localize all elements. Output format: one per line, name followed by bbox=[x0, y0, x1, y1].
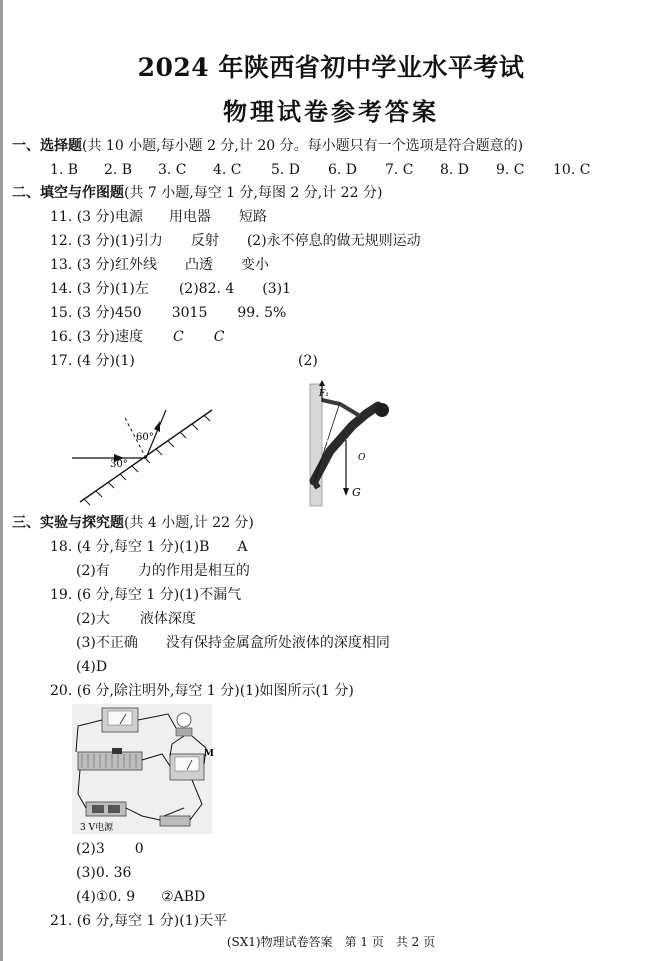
athlete-head bbox=[375, 403, 389, 417]
answer-part: 13. (3 分)红外线 bbox=[50, 257, 157, 273]
mirror-surface bbox=[80, 410, 212, 502]
battery-label: 3 V电源 bbox=[80, 823, 114, 833]
q12-answer bbox=[50, 232, 421, 250]
answer-part: 15. (3 分)450 bbox=[50, 305, 142, 321]
q11-answer bbox=[50, 208, 267, 226]
rheostat bbox=[78, 752, 142, 770]
mc-answer: 4. C bbox=[213, 162, 242, 178]
q17-answer bbox=[50, 352, 135, 370]
q19-answer: 19. (6 分,每空 1 分)(1)不漏气 bbox=[50, 587, 242, 603]
answer-subtitle: 物理试卷参考答案 bbox=[223, 97, 439, 126]
answer-part: 0 bbox=[134, 841, 144, 857]
lever-photo bbox=[300, 376, 394, 506]
gravity-label: G bbox=[352, 486, 361, 499]
q14-answer bbox=[50, 280, 291, 298]
section1-heading: 一、选择题 bbox=[12, 138, 82, 154]
switch bbox=[160, 816, 190, 826]
mc-answer: 6. D bbox=[328, 162, 358, 178]
q13-answer bbox=[50, 256, 269, 274]
answer-part: C bbox=[213, 329, 225, 345]
mc-answer: 1. B bbox=[50, 162, 79, 178]
answer-part: A bbox=[237, 539, 248, 555]
answer-part: (2)大 bbox=[76, 611, 110, 627]
answer-part: 力的作用是相互的 bbox=[137, 563, 250, 579]
answer-part: 液体深度 bbox=[139, 611, 196, 627]
q17-part2-label: (2) bbox=[298, 353, 318, 369]
answer-part: 11. (3 分)电源 bbox=[50, 209, 143, 225]
answer-part: 短路 bbox=[239, 209, 267, 225]
circuit-photo bbox=[72, 704, 212, 834]
bulb bbox=[177, 713, 191, 727]
mc-answer: 2. B bbox=[104, 162, 133, 178]
q18b-answer bbox=[76, 562, 250, 580]
answer-part: (2)永不停息的做无规则运动 bbox=[246, 233, 421, 249]
athlete-foot bbox=[314, 481, 318, 488]
answer-part: (3)1 bbox=[262, 281, 292, 297]
section2-header bbox=[12, 184, 382, 202]
q21-answer: 21. (6 分,每空 1 分)(1)天平 bbox=[50, 913, 228, 929]
angle-30-label: 30° bbox=[110, 459, 128, 470]
force-label: F₁ bbox=[319, 389, 329, 399]
pivot-label: O bbox=[358, 453, 366, 463]
answer-part: 16. (3 分)速度 bbox=[50, 329, 143, 345]
exam-title: 2024 年陕西省初中学业水平考试 bbox=[137, 53, 525, 82]
q16-answer bbox=[50, 328, 224, 346]
rheostat-slider bbox=[112, 748, 122, 754]
answer-part: 14. (3 分)(1)左 bbox=[50, 281, 149, 297]
mc-answer: 3. C bbox=[158, 162, 187, 178]
mc-answers bbox=[0, 161, 662, 179]
reflected-arrow bbox=[154, 421, 160, 432]
section1-note: (共 10 小题,每小题 2 分,计 20 分。每小题只有一个选项是符合题意的) bbox=[82, 138, 524, 154]
mc-answer: 7. C bbox=[385, 162, 414, 178]
answer-part: 99. 5% bbox=[237, 305, 287, 321]
bulb-base bbox=[176, 728, 192, 736]
mc-answer: 5. D bbox=[271, 162, 301, 178]
answer-part: C bbox=[173, 329, 184, 345]
section3-header bbox=[12, 514, 254, 532]
answer-part: 反射 bbox=[190, 233, 219, 249]
q19d-answer: (4)D bbox=[76, 659, 108, 675]
answer-part: 18. (4 分,每空 1 分)(1)B bbox=[50, 539, 210, 555]
mc-answer: 8. D bbox=[440, 162, 470, 178]
mirror-hatching bbox=[84, 415, 210, 505]
arm-label: L₁ bbox=[322, 434, 333, 445]
q20c-answer: (3)0. 36 bbox=[76, 865, 132, 881]
answer-part: 12. (3 分)(1)引力 bbox=[50, 233, 163, 249]
answer-part: 变小 bbox=[241, 257, 269, 273]
section3-note: (共 4 小题,计 22 分) bbox=[124, 515, 254, 531]
q19c-answer bbox=[76, 634, 390, 652]
q20-answer: 20. (6 分,除注明外,每空 1 分)(1)如图所示(1 分) bbox=[50, 683, 354, 699]
answer-part: 没有保持金属盒所处液体的深度相同 bbox=[165, 635, 390, 651]
q15-answer bbox=[50, 304, 286, 322]
answer-part: 凸透 bbox=[185, 257, 213, 273]
q18-answer bbox=[50, 538, 248, 556]
page-left-edge bbox=[0, 0, 3, 961]
answer-part: 17. (4 分)(1) bbox=[50, 353, 135, 369]
answer-part: ②ABD bbox=[161, 889, 206, 905]
angle-60-label: 60° bbox=[136, 432, 154, 443]
answer-part: (3)不正确 bbox=[76, 635, 138, 651]
answer-part: 用电器 bbox=[169, 209, 211, 225]
mc-answer: 10. C bbox=[553, 162, 591, 178]
section3-heading: 三、实验与探究题 bbox=[12, 515, 124, 531]
answer-part: (2)82. 4 bbox=[178, 281, 235, 297]
q20b-answer bbox=[76, 840, 144, 858]
answer-part: (2)3 bbox=[76, 841, 105, 857]
page-footer: (SX1)物理试卷答案 第 1 页 共 2 页 bbox=[226, 935, 436, 949]
ammeter-dial bbox=[108, 711, 132, 725]
q19b-answer bbox=[76, 610, 196, 628]
answer-part: (2)有 bbox=[76, 563, 110, 579]
q20d-answer bbox=[76, 888, 205, 906]
reflection-diagram bbox=[70, 402, 220, 506]
answer-part: 3015 bbox=[171, 305, 208, 321]
label-m: M bbox=[204, 749, 214, 759]
voltmeter-dial bbox=[175, 757, 199, 771]
section2-note: (共 7 小题,每空 1 分,每图 2 分,计 22 分) bbox=[124, 185, 383, 201]
section1-header bbox=[12, 137, 523, 155]
answer-part: (4)①0. 9 bbox=[76, 889, 136, 905]
mc-answer: 9. C bbox=[496, 162, 525, 178]
section2-heading: 二、填空与作图题 bbox=[12, 185, 124, 201]
